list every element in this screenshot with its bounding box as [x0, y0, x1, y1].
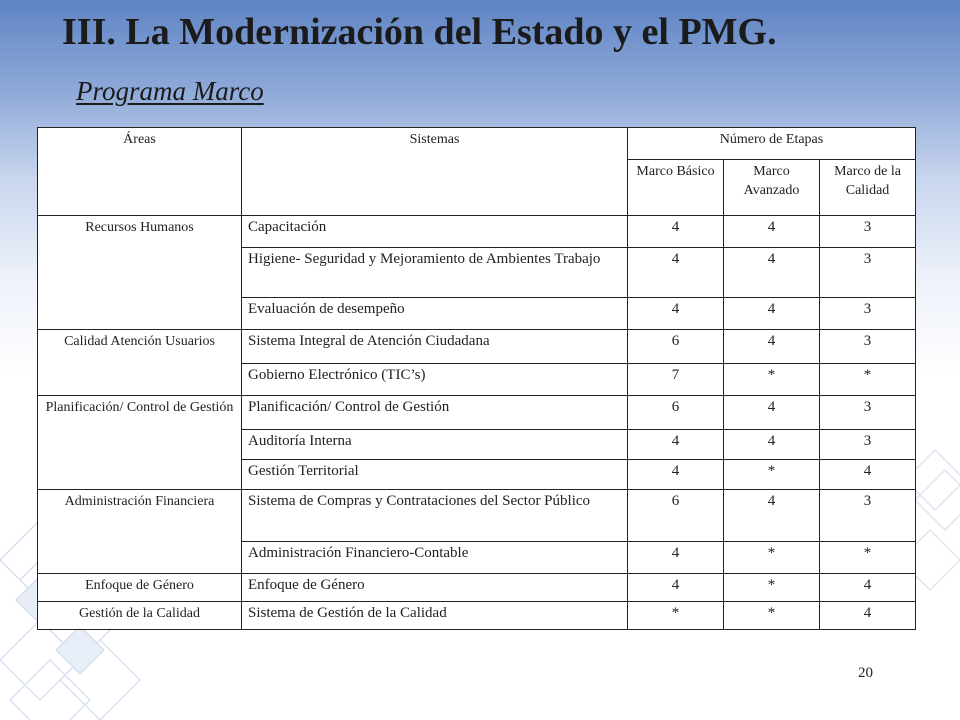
basico-cell: 4: [628, 574, 724, 602]
sistema-cell: Higiene- Seguridad y Mejoramiento de Ambientes Trabajo: [242, 248, 628, 298]
avanzado-cell: *: [724, 460, 820, 490]
avanzado-cell: *: [724, 364, 820, 396]
calidad-cell: 4: [820, 602, 916, 630]
table-row: [38, 602, 916, 630]
header-numero-etapas: Número de Etapas: [628, 128, 916, 160]
sistema-cell: Planificación/ Control de Gestión: [242, 396, 628, 430]
basico-cell: 4: [628, 542, 724, 574]
calidad-cell: 3: [820, 298, 916, 330]
header-sistemas: Sistemas: [242, 128, 628, 216]
area-cell: Gestión de la Calidad: [38, 602, 242, 630]
table-row: [38, 330, 916, 364]
table-row: [38, 216, 916, 248]
calidad-cell: 3: [820, 330, 916, 364]
basico-cell: 4: [628, 216, 724, 248]
sistema-cell: Sistema Integral de Atención Ciudadana: [242, 330, 628, 364]
sistema-cell: Enfoque de Género: [242, 574, 628, 602]
avanzado-cell: *: [724, 574, 820, 602]
area-cell: Administración Financiera: [38, 490, 242, 574]
area-cell: Planificación/ Control de Gestión: [38, 396, 242, 490]
sistema-cell: Evaluación de desempeño: [242, 298, 628, 330]
sistema-cell: Administración Financiero-Contable: [242, 542, 628, 574]
basico-cell: *: [628, 602, 724, 630]
header-areas: Áreas: [38, 128, 242, 216]
avanzado-cell: 4: [724, 490, 820, 542]
calidad-cell: 3: [820, 430, 916, 460]
sistema-cell: Gestión Territorial: [242, 460, 628, 490]
basico-cell: 4: [628, 298, 724, 330]
avanzado-cell: *: [724, 542, 820, 574]
avanzado-cell: 4: [724, 248, 820, 298]
sistema-cell: Sistema de Compras y Contrataciones del Sector Público: [242, 490, 628, 542]
calidad-cell: 3: [820, 396, 916, 430]
avanzado-cell: 4: [724, 330, 820, 364]
sistema-cell: Auditoría Interna: [242, 430, 628, 460]
avanzado-cell: 4: [724, 216, 820, 248]
area-cell: Calidad Atención Usuarios: [38, 330, 242, 396]
page-number: 20: [858, 665, 873, 681]
calidad-cell: 4: [820, 574, 916, 602]
basico-cell: 6: [628, 490, 724, 542]
basico-cell: 6: [628, 330, 724, 364]
avanzado-cell: 4: [724, 396, 820, 430]
basico-cell: 4: [628, 248, 724, 298]
table-row: [38, 574, 916, 602]
basico-cell: 7: [628, 364, 724, 396]
area-cell: Recursos Humanos: [38, 216, 242, 330]
calidad-cell: 3: [820, 490, 916, 542]
table-row: [38, 490, 916, 542]
slide-title: III. La Modernización del Estado y el PMG.: [62, 11, 777, 53]
avanzado-cell: *: [724, 602, 820, 630]
area-cell: Enfoque de Género: [38, 574, 242, 602]
basico-cell: 4: [628, 430, 724, 460]
calidad-cell: *: [820, 364, 916, 396]
basico-cell: 6: [628, 396, 724, 430]
basico-cell: 4: [628, 460, 724, 490]
header-marco-basico: Marco Básico: [628, 160, 724, 216]
calidad-cell: 4: [820, 460, 916, 490]
calidad-cell: 3: [820, 216, 916, 248]
header-marco-avanzado: Marco Avanzado: [724, 160, 820, 216]
calidad-cell: *: [820, 542, 916, 574]
header-marco-calidad: Marco de la Calidad: [820, 160, 916, 216]
sistema-cell: Gobierno Electrónico (TIC’s): [242, 364, 628, 396]
pmg-table: [37, 127, 916, 630]
sistema-cell: Sistema de Gestión de la Calidad: [242, 602, 628, 630]
sistema-cell: Capacitación: [242, 216, 628, 248]
table-row: [38, 396, 916, 430]
calidad-cell: 3: [820, 248, 916, 298]
avanzado-cell: 4: [724, 430, 820, 460]
avanzado-cell: 4: [724, 298, 820, 330]
slide-subtitle: Programa Marco: [76, 76, 264, 106]
